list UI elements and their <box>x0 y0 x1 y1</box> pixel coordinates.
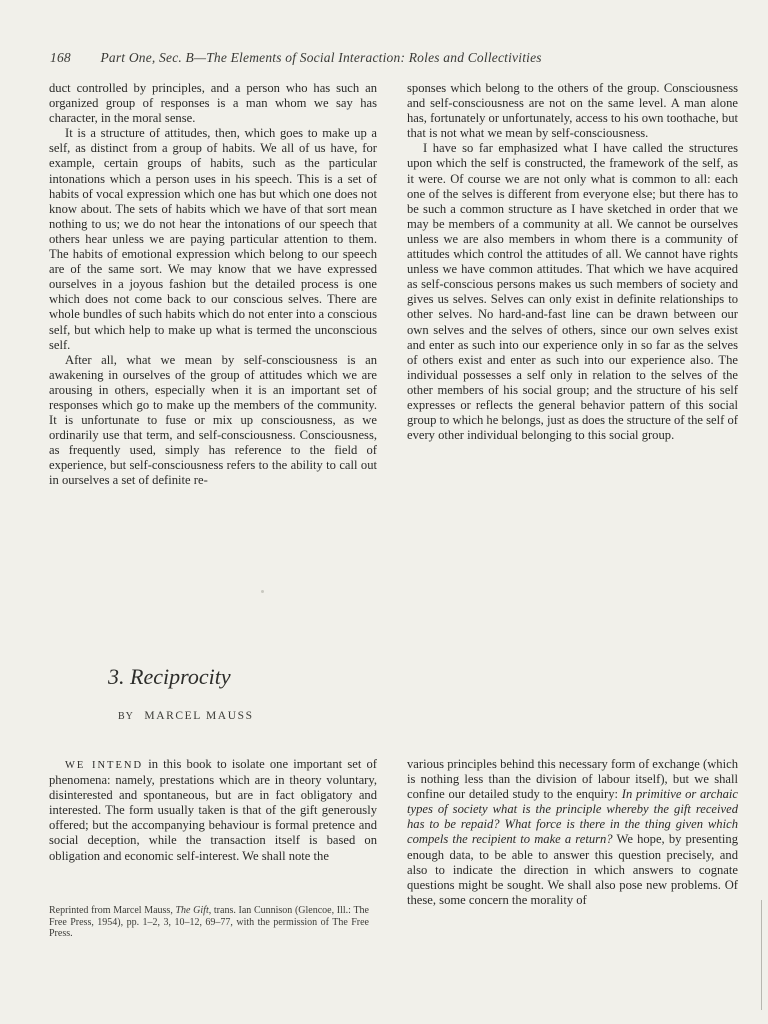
running-title: Part One, Sec. B—The Elements of Social Interaction: Roles and Collectivities <box>100 50 542 65</box>
paragraph-text: in this book to isolate one important set of phenomena: namely, prestations which are in theory voluntary, disinterested and spontaneous, but are in fact obligatory and interested. The form usually taken is that of the gift generously offered; but the accompanying behaviour is formal pretence and social deception, while the transaction itself is based on obligation and economic self-interest. We shall note the <box>49 757 377 863</box>
paragraph: duct controlled by principles, and a person who has such an organized group of responses is a man whom we say has character, in the moral sense. <box>49 81 377 126</box>
paragraph-text: various principles behind this necessary form of exchange (which is nothing less than the division of labour itself), but we shall confine our detailed study to the enquiry: <box>407 757 738 802</box>
lead-in: WE INTEND <box>65 760 144 771</box>
bottom-right-column <box>407 757 738 908</box>
paragraph: It is a structure of attitudes, then, which goes to make up a self, as distinct from a group of habits. We all of us have, for example, certain groups of habits, such as the particular intonations which a person uses in his speech. This is a set of habits of vocal expression which one has but which one does not know about. The sets of habits which we have of that sort mean nothing to us; we do not hear the intonations of our speech that others hear unless we are paying particular attention to them. The habits of emotional expression which belong to our speech are of the same sort. We may know that we have expressed ourselves in a joyous fashion but the detailed process is one which does not come back to our conscious selves. There are whole bundles of such habits which do not enter into a conscious self, but which help to make up what is termed the unconscious self. <box>49 126 377 352</box>
paragraph-text: We hope, by presenting enough data, to be able to answer this question precisely, and also to indicate the direction in which answers to cognate questions might be sought. We shall also pose new problems. Of these, some concern the morality of <box>407 832 738 907</box>
page-speck <box>261 590 264 593</box>
section-title: 3. Reciprocity <box>108 664 231 689</box>
byline-by: BY <box>118 711 134 722</box>
paragraph: sponses which belong to the others of the group. Consciousness and self-consciousness are not on the same level. A man alone has, fortunately or unfortunately, access to his own toothache, but that is not what we mean by self-consciousness. <box>407 81 738 141</box>
running-header <box>50 50 708 66</box>
page-number: 168 <box>50 50 71 65</box>
paragraph <box>49 757 377 864</box>
footnote-pre: Reprinted from Marcel Mauss, <box>49 905 176 916</box>
paragraph: I have so far emphasized what I have called the structures upon which the self is constructed, the framework of the self, as it were. Of course we are not only what is common to all: each one of the selves is different from everyone else; but there has to be such a common structure as I have sketched in order that we may be members of a community at all. We cannot be ourselves unless we are also members in whom there is a community of attitudes which control the attitudes of all. We cannot have rights unless we have common attitudes. That which we have acquired as self-conscious persons makes us such members of society and gives us selves. Selves can only exist in definite relationships to other selves. No hard-and-fast line can be drawn between our own selves and the selves of others, since our own selves exist and enter as such into our experience only in so far as the selves of others exist and enter as such into our experience also. The individual possesses a self only in relation to the selves of the other members of his social group; and the structure of his self expresses or reflects the general behavior pattern of this social group to which he belongs, just as does the structure of the self of every other individual belonging to this social group. <box>407 141 738 443</box>
author-name: MARCEL MAUSS <box>144 710 254 722</box>
top-right-column <box>407 81 738 443</box>
byline <box>118 710 254 722</box>
italic-question: In primitive or archaic types of society what is the principle whereby the gift received has to be repaid? What force is there in the thing given which compels the recipient to make a return? <box>407 787 739 847</box>
footnote <box>49 905 369 940</box>
footnote-post: , trans. Ian Cunnison (Glencoe, Ill.: The Free Press, 1954), pp. 1–2, 3, 10–12, 69–77, with the permission of The Free Press. <box>49 905 369 940</box>
footnote-book-title: The Gift <box>175 905 209 916</box>
paragraph: After all, what we mean by self-consciousness is an awakening in ourselves of the group of attitudes which we are arousing in others, especially when it is an important set of responses which go to make up the members of the community. It is unfortunate to fuse or mix up consciousness, as we ordinarily use that term, and self-consciousness. Consciousness, as frequently used, simply has reference to the field of experience, but self-consciousness refers to the ability to call out in ourselves a set of definite re- <box>49 352 377 488</box>
page-edge-line <box>761 900 762 1010</box>
bottom-left-column <box>49 757 377 864</box>
paragraph <box>407 757 738 908</box>
top-left-column <box>49 81 377 489</box>
